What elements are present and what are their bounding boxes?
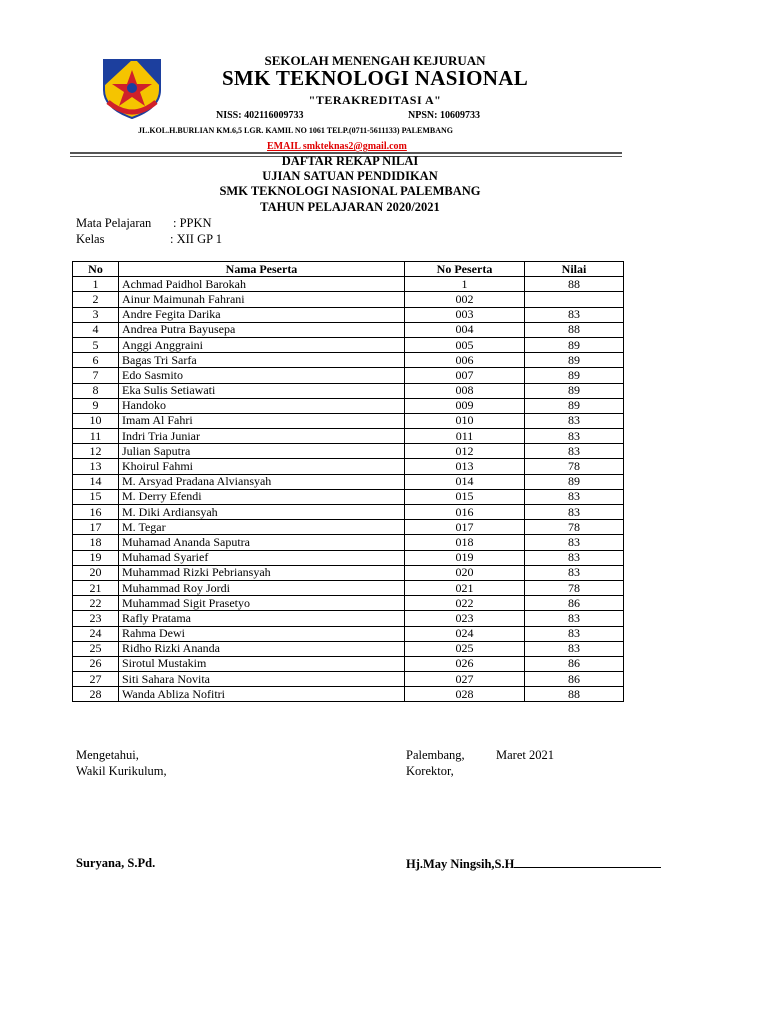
participant-name: Siti Sahara Novita bbox=[119, 672, 405, 687]
participant-no: 012 bbox=[405, 444, 525, 459]
korektor-name: Hj.May Ningsih,S.H bbox=[406, 857, 515, 871]
table-row bbox=[73, 383, 624, 398]
row-no: 7 bbox=[73, 368, 119, 383]
table-row bbox=[73, 292, 624, 307]
participant-name: Muhamad Ananda Saputra bbox=[119, 535, 405, 550]
table-row bbox=[73, 505, 624, 520]
participant-no: 024 bbox=[405, 626, 525, 641]
academic-year: TAHUN PELAJARAN 2020/2021 bbox=[260, 200, 440, 214]
participant-no: 013 bbox=[405, 459, 525, 474]
participant-no: 004 bbox=[405, 322, 525, 337]
table-row bbox=[73, 322, 624, 337]
participant-name: Eka Sulis Setiawati bbox=[119, 383, 405, 398]
table-row bbox=[73, 672, 624, 687]
participant-no: 014 bbox=[405, 474, 525, 489]
participant-name: Bagas Tri Sarfa bbox=[119, 353, 405, 368]
row-no: 18 bbox=[73, 535, 119, 550]
participant-no: 009 bbox=[405, 398, 525, 413]
wakil-name: Suryana, S.Pd. bbox=[76, 856, 156, 870]
exam-name: UJIAN SATUAN PENDIDIKAN bbox=[262, 169, 438, 183]
row-no: 25 bbox=[73, 641, 119, 656]
table-row bbox=[73, 413, 624, 428]
row-no: 6 bbox=[73, 353, 119, 368]
school-type: SEKOLAH MENENGAH KEJURUAN bbox=[264, 53, 486, 68]
school-logo-icon bbox=[100, 56, 164, 120]
participant-name: M. Arsyad Pradana Alviansyah bbox=[119, 474, 405, 489]
row-no: 13 bbox=[73, 459, 119, 474]
grade-value: 89 bbox=[525, 398, 624, 413]
grade-value: 83 bbox=[525, 626, 624, 641]
table-row bbox=[73, 596, 624, 611]
grade-value: 83 bbox=[525, 505, 624, 520]
table-row bbox=[73, 489, 624, 504]
participant-no: 022 bbox=[405, 596, 525, 611]
grade-value: 83 bbox=[525, 489, 624, 504]
grade-value: 89 bbox=[525, 474, 624, 489]
participant-name: Rafly Pratama bbox=[119, 611, 405, 626]
participant-no: 008 bbox=[405, 383, 525, 398]
table-row bbox=[73, 307, 624, 322]
class-value: : XII GP 1 bbox=[170, 232, 222, 246]
participant-no: 006 bbox=[405, 353, 525, 368]
header-name: Nama Peserta bbox=[119, 262, 405, 277]
row-no: 20 bbox=[73, 565, 119, 580]
table-row bbox=[73, 353, 624, 368]
participant-name: M. Tegar bbox=[119, 520, 405, 535]
table-row bbox=[73, 687, 624, 702]
table-row bbox=[73, 611, 624, 626]
grade-value: 88 bbox=[525, 687, 624, 702]
row-no: 8 bbox=[73, 383, 119, 398]
participant-no: 019 bbox=[405, 550, 525, 565]
grade-value: 78 bbox=[525, 520, 624, 535]
row-no: 10 bbox=[73, 413, 119, 428]
table-row bbox=[73, 337, 624, 352]
school-name: SMK TEKNOLOGI NASIONAL bbox=[221, 66, 529, 90]
row-no: 14 bbox=[73, 474, 119, 489]
participant-no: 020 bbox=[405, 565, 525, 580]
table-row bbox=[73, 641, 624, 656]
grade-value: 83 bbox=[525, 413, 624, 428]
row-no: 28 bbox=[73, 687, 119, 702]
row-no: 4 bbox=[73, 322, 119, 337]
header-grade: Nilai bbox=[525, 262, 624, 277]
grade-value: 83 bbox=[525, 565, 624, 580]
row-no: 16 bbox=[73, 505, 119, 520]
participant-name: Handoko bbox=[119, 398, 405, 413]
header-participant-no: No Peserta bbox=[405, 262, 525, 277]
row-no: 11 bbox=[73, 429, 119, 444]
grade-value: 86 bbox=[525, 656, 624, 671]
participant-name: Edo Sasmito bbox=[119, 368, 405, 383]
participant-name: Muhammad Sigit Prasetyo bbox=[119, 596, 405, 611]
participant-no: 018 bbox=[405, 535, 525, 550]
participant-no: 023 bbox=[405, 611, 525, 626]
participant-no: 025 bbox=[405, 641, 525, 656]
participant-name: Andre Fegita Darika bbox=[119, 307, 405, 322]
row-no: 22 bbox=[73, 596, 119, 611]
participant-name: Muhammad Rizki Pebriansyah bbox=[119, 565, 405, 580]
participant-no: 010 bbox=[405, 413, 525, 428]
participant-name: Ainur Maimunah Fahrani bbox=[119, 292, 405, 307]
row-no: 19 bbox=[73, 550, 119, 565]
participant-no: 016 bbox=[405, 505, 525, 520]
school-address: JL.KOL.H.BURLIAN KM.6,5 LGR. KAMIL NO 1061 TELP.(0711-5611133) PALEMBANG bbox=[138, 126, 453, 135]
participant-no: 015 bbox=[405, 489, 525, 504]
participant-name: Andrea Putra Bayusepa bbox=[119, 322, 405, 337]
class-label: Kelas bbox=[76, 232, 105, 246]
participant-name: Imam Al Fahri bbox=[119, 413, 405, 428]
participant-name: Achmad Paidhol Barokah bbox=[119, 277, 405, 292]
table-row bbox=[73, 277, 624, 292]
grade-value: 89 bbox=[525, 383, 624, 398]
grades-table bbox=[72, 261, 624, 702]
document-title: DAFTAR REKAP NILAI bbox=[281, 154, 419, 168]
table-row bbox=[73, 398, 624, 413]
participant-no: 028 bbox=[405, 687, 525, 702]
signature-line bbox=[514, 856, 661, 868]
grade-value: 88 bbox=[525, 322, 624, 337]
participant-no: 017 bbox=[405, 520, 525, 535]
korektor-signature bbox=[406, 856, 661, 872]
subject-label: Mata Pelajaran bbox=[76, 216, 152, 230]
acknowledged-label: Mengetahui, bbox=[76, 748, 139, 762]
grade-value: 83 bbox=[525, 535, 624, 550]
grade-value: 86 bbox=[525, 596, 624, 611]
participant-no: 021 bbox=[405, 580, 525, 595]
row-no: 27 bbox=[73, 672, 119, 687]
participant-no: 027 bbox=[405, 672, 525, 687]
participant-no: 011 bbox=[405, 429, 525, 444]
wakil-title: Wakil Kurikulum, bbox=[76, 764, 167, 778]
table-row bbox=[73, 656, 624, 671]
participant-name: Muhammad Roy Jordi bbox=[119, 580, 405, 595]
school-full-name: SMK TEKNOLOGI NASIONAL PALEMBANG bbox=[219, 184, 481, 198]
participant-name: M. Derry Efendi bbox=[119, 489, 405, 504]
participant-no: 005 bbox=[405, 337, 525, 352]
row-no: 21 bbox=[73, 580, 119, 595]
table-row bbox=[73, 565, 624, 580]
korektor-title: Korektor, bbox=[406, 764, 454, 778]
school-email: EMAIL smkteknas2@gmail.com bbox=[267, 141, 407, 152]
participant-name: Anggi Anggraini bbox=[119, 337, 405, 352]
row-no: 2 bbox=[73, 292, 119, 307]
grade-value: 83 bbox=[525, 307, 624, 322]
table-row bbox=[73, 535, 624, 550]
table-row bbox=[73, 474, 624, 489]
grade-value: 83 bbox=[525, 550, 624, 565]
participant-name: M. Diki Ardiansyah bbox=[119, 505, 405, 520]
table-row bbox=[73, 429, 624, 444]
participant-no: 1 bbox=[405, 277, 525, 292]
grade-value: 86 bbox=[525, 672, 624, 687]
signature-city: Palembang, bbox=[406, 748, 465, 762]
niss-number: NISS: 402116009733 bbox=[216, 110, 304, 121]
participant-no: 003 bbox=[405, 307, 525, 322]
row-no: 5 bbox=[73, 337, 119, 352]
grade-value: 88 bbox=[525, 277, 624, 292]
header-no: No bbox=[73, 262, 119, 277]
participant-name: Wanda Abliza Nofitri bbox=[119, 687, 405, 702]
grade-value: 83 bbox=[525, 641, 624, 656]
participant-name: Indri Tria Juniar bbox=[119, 429, 405, 444]
participant-no: 026 bbox=[405, 656, 525, 671]
table-row bbox=[73, 580, 624, 595]
row-no: 3 bbox=[73, 307, 119, 322]
grade-value: 89 bbox=[525, 337, 624, 352]
participant-name: Julian Saputra bbox=[119, 444, 405, 459]
grade-value: 78 bbox=[525, 580, 624, 595]
npsn-number: NPSN: 10609733 bbox=[408, 110, 480, 121]
row-no: 15 bbox=[73, 489, 119, 504]
table-header-row bbox=[73, 262, 624, 277]
table-row bbox=[73, 550, 624, 565]
row-no: 26 bbox=[73, 656, 119, 671]
table-row bbox=[73, 444, 624, 459]
accreditation: "TERAKREDITASI A" bbox=[308, 93, 442, 107]
grade-value: 83 bbox=[525, 444, 624, 459]
participant-name: Sirotul Mustakim bbox=[119, 656, 405, 671]
participant-name: Khoirul Fahmi bbox=[119, 459, 405, 474]
participant-name: Rahma Dewi bbox=[119, 626, 405, 641]
row-no: 1 bbox=[73, 277, 119, 292]
grade-value: 89 bbox=[525, 368, 624, 383]
table-row bbox=[73, 520, 624, 535]
participant-no: 007 bbox=[405, 368, 525, 383]
grade-value: 89 bbox=[525, 353, 624, 368]
row-no: 12 bbox=[73, 444, 119, 459]
row-no: 9 bbox=[73, 398, 119, 413]
row-no: 17 bbox=[73, 520, 119, 535]
grade-value: 83 bbox=[525, 611, 624, 626]
participant-no: 002 bbox=[405, 292, 525, 307]
table-row bbox=[73, 459, 624, 474]
grade-value: 83 bbox=[525, 429, 624, 444]
participant-name: Ridho Rizki Ananda bbox=[119, 641, 405, 656]
signature-date: Maret 2021 bbox=[496, 748, 554, 762]
grade-value: 78 bbox=[525, 459, 624, 474]
subject-value: : PPKN bbox=[173, 216, 212, 230]
row-no: 23 bbox=[73, 611, 119, 626]
grade-value bbox=[525, 292, 624, 307]
row-no: 24 bbox=[73, 626, 119, 641]
table-row bbox=[73, 626, 624, 641]
participant-name: Muhamad Syarief bbox=[119, 550, 405, 565]
table-row bbox=[73, 368, 624, 383]
